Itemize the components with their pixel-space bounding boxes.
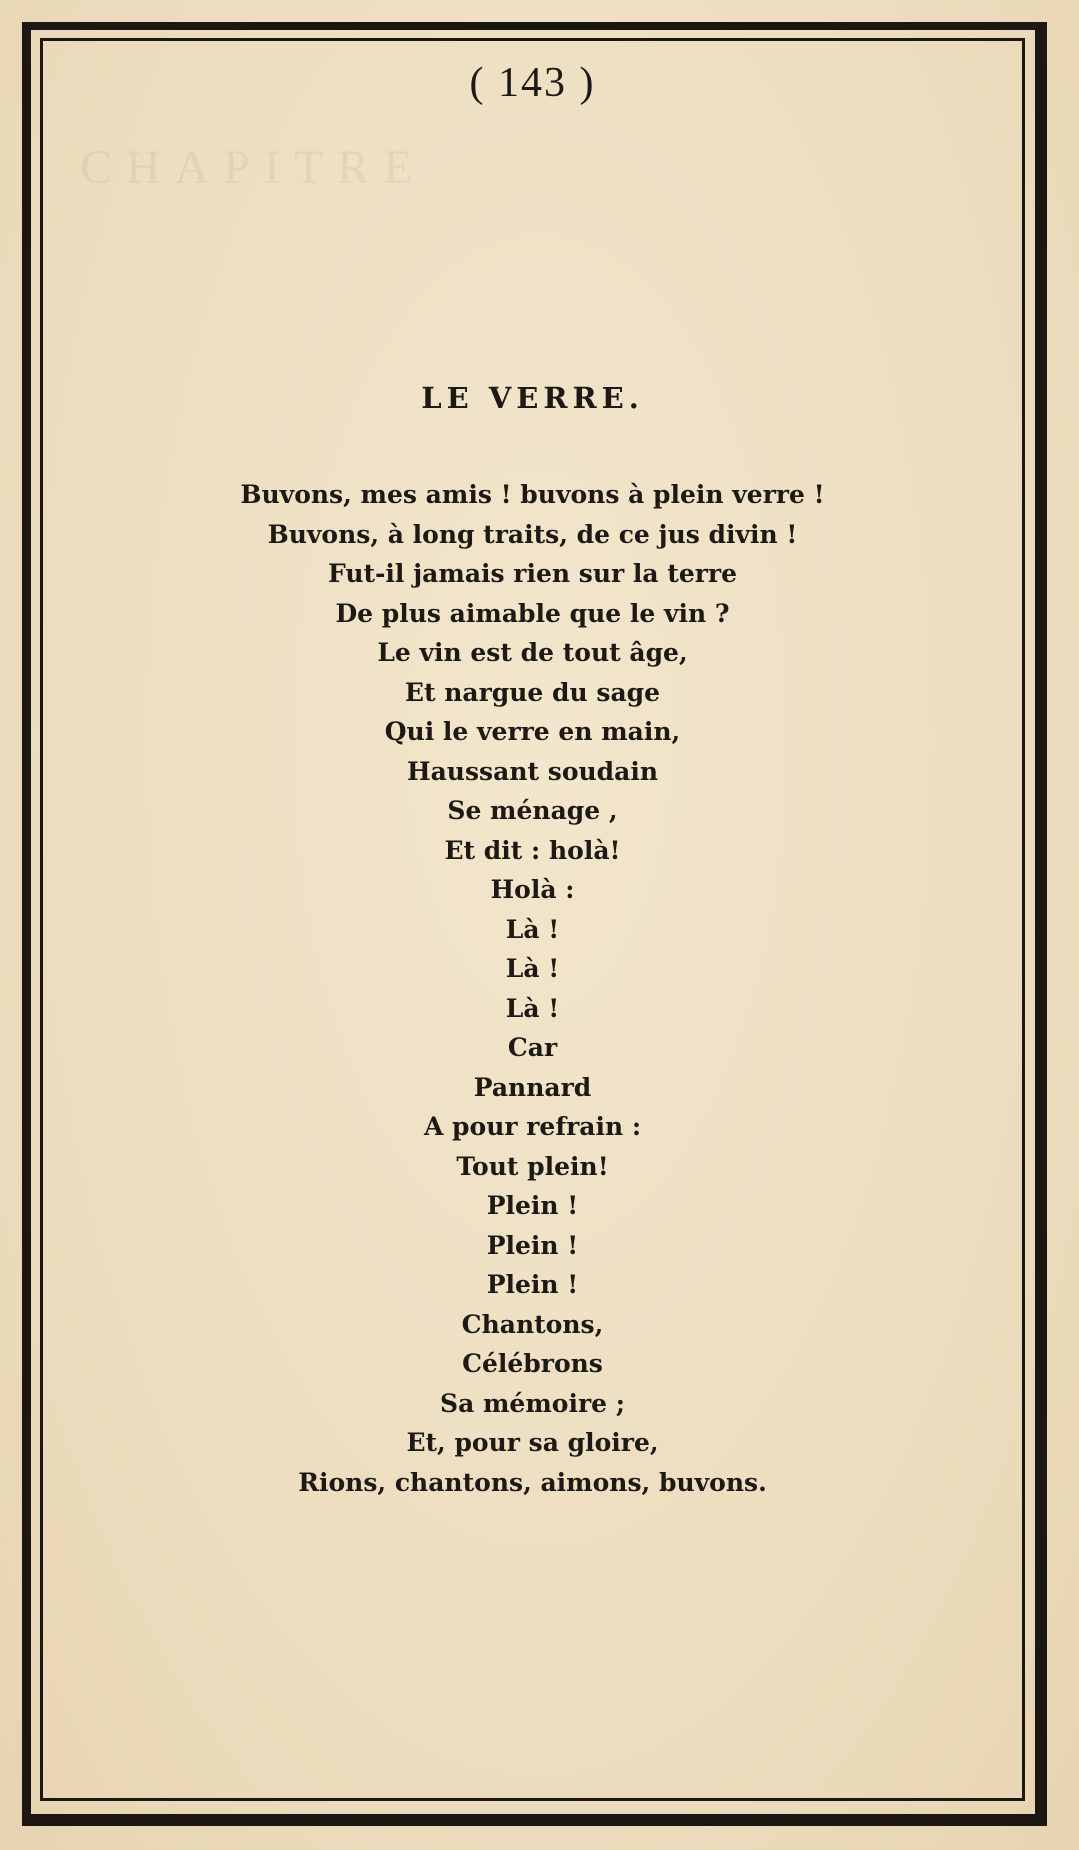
poem-line: A pour refrain : — [423, 1112, 642, 1141]
poem-title: LE VERRE. — [421, 381, 644, 415]
poem-line: Qui le verre en main, — [384, 717, 681, 746]
poem-line: Sa mémoire ; — [440, 1388, 625, 1418]
poem-line: Là ! — [505, 954, 560, 983]
bleed-through-texture: CHAPITRE — [80, 141, 427, 194]
poem-line: Et, pour sa gloire, — [406, 1428, 659, 1457]
poem-line: Célébrons — [462, 1349, 603, 1378]
poem-line: Car — [507, 1033, 558, 1062]
poem-line: Fut-il jamais rien sur la terre — [328, 559, 737, 588]
poem-line: Et nargue du sage — [404, 677, 661, 707]
poem-line: Là ! — [505, 993, 560, 1023]
poem-line: Plein ! — [486, 1230, 579, 1260]
poem-line: Le vin est de tout âge, — [377, 638, 688, 667]
poem-line: Rions, chantons, aimons, buvons. — [298, 1467, 767, 1497]
poem-line: Plein ! — [486, 1270, 579, 1299]
poem-body — [43, 475, 1022, 1502]
poem-line: Là ! — [505, 914, 560, 944]
poem-line: Holà : — [490, 875, 575, 904]
poem-line: Buvons, mes amis ! buvons à plein verre ! — [240, 480, 825, 509]
poem-line: Se ménage , — [447, 796, 618, 825]
poem-line: Et dit : holà! — [444, 835, 621, 865]
page-number: ( 143 ) — [469, 60, 596, 106]
poem-line: Chantons, — [461, 1309, 604, 1339]
poem-line: De plus aimable que le vin ? — [335, 598, 730, 628]
poem-line: Plein ! — [486, 1191, 579, 1220]
poem-line: Buvons, à long traits, de ce jus divin ! — [267, 519, 798, 549]
poem-line: Pannard — [473, 1072, 592, 1102]
poem-line: Haussant soudain — [406, 756, 659, 786]
poem-line: Tout plein! — [456, 1151, 609, 1181]
